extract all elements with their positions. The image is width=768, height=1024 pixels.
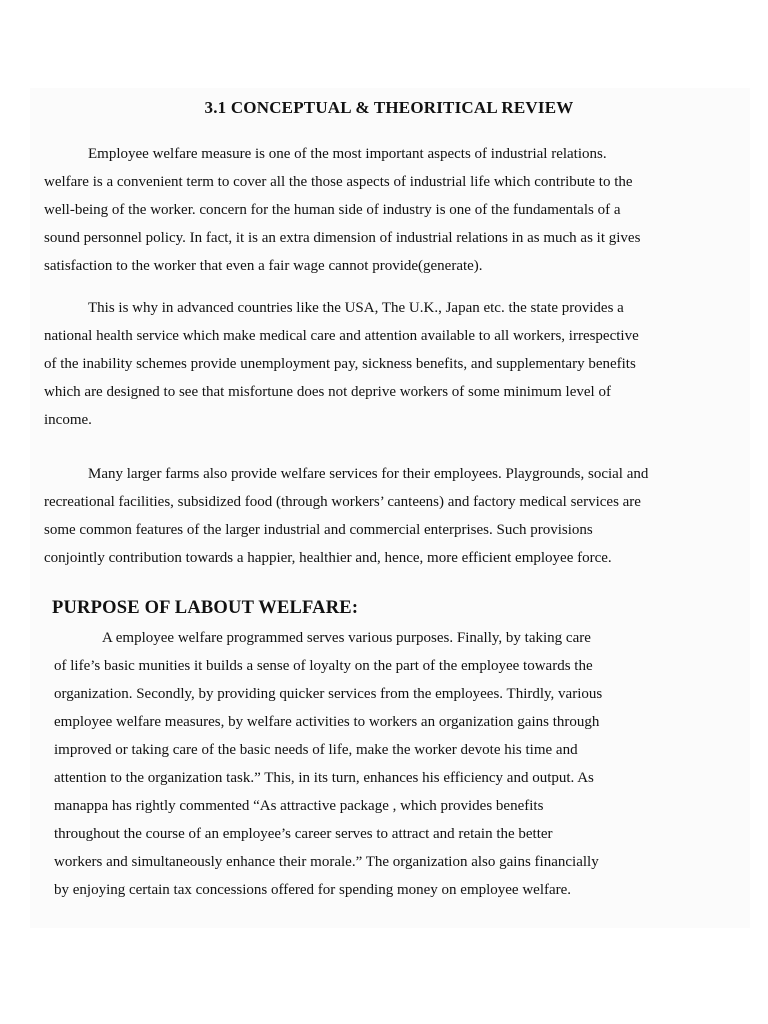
paragraph-line: attention to the organization task.” This, in its turn, enhances his efficiency and output. As [54,770,594,786]
paragraph-line: A employee welfare programmed serves various purposes. Finally, by taking care [102,630,591,646]
paragraph-line: income. [44,412,92,428]
paragraph-line: some common features of the larger industrial and commercial enterprises. Such provisions [44,522,593,538]
paragraph-2 [44,294,724,434]
paragraph-line: by enjoying certain tax concessions offered for spending money on employee welfare. [54,882,572,898]
paragraph-line: employee welfare measures, by welfare activities to workers an organization gains through [54,714,600,730]
paragraph-line: Many larger farms also provide welfare services for their employees. Playgrounds, social and [88,466,649,482]
paragraph-line: Employee welfare measure is one of the most important aspects of industrial relations. [88,146,607,162]
paragraph-line: welfare is a convenient term to cover all the those aspects of industrial life which contribute to the [44,174,633,190]
paragraph-line: which are designed to see that misfortune does not deprive workers of some minimum level of [44,384,611,400]
paragraph-line: of the inability schemes provide unemployment pay, sickness benefits, and supplementary benefits [44,356,636,372]
paragraph-line: well-being of the worker. concern for the human side of industry is one of the fundamentals of a [44,202,621,218]
paragraph-line: of life’s basic munities it builds a sense of loyalty on the part of the employee towards the [54,658,593,674]
page-title: 3.1 CONCEPTUAL & THEORITICAL REVIEW [204,98,574,117]
paragraph-line: recreational facilities, subsidized food (through workers’ canteens) and factory medical services are [44,494,641,510]
paragraph-line: manappa has rightly commented “As attractive package , which provides benefits [54,798,544,814]
paragraph-line: throughout the course of an employee’s career serves to attract and retain the better [54,826,553,842]
section-paragraph [54,624,726,904]
paragraph-line: sound personnel policy. In fact, it is an extra dimension of industrial relations in as much as it gives [44,230,641,246]
paragraph-line: national health service which make medical care and attention available to all workers, irrespective [44,328,639,344]
section-heading: PURPOSE OF LABOUT WELFARE: [52,598,359,618]
paragraph-line: conjointly contribution towards a happier, healthier and, hence, more efficient employee force. [44,550,612,566]
paragraph-3 [44,460,724,572]
paragraph-line: This is why in advanced countries like the USA, The U.K., Japan etc. the state provides a [88,300,624,316]
paragraph-1 [44,140,724,280]
paragraph-line: workers and simultaneously enhance their morale.” The organization also gains financially [54,854,599,870]
paragraph-line: satisfaction to the worker that even a fair wage cannot provide(generate). [44,258,483,274]
paragraph-line: organization. Secondly, by providing quicker services from the employees. Thirdly, various [54,686,603,702]
paragraph-line: improved or taking care of the basic needs of life, make the worker devote his time and [54,742,578,758]
